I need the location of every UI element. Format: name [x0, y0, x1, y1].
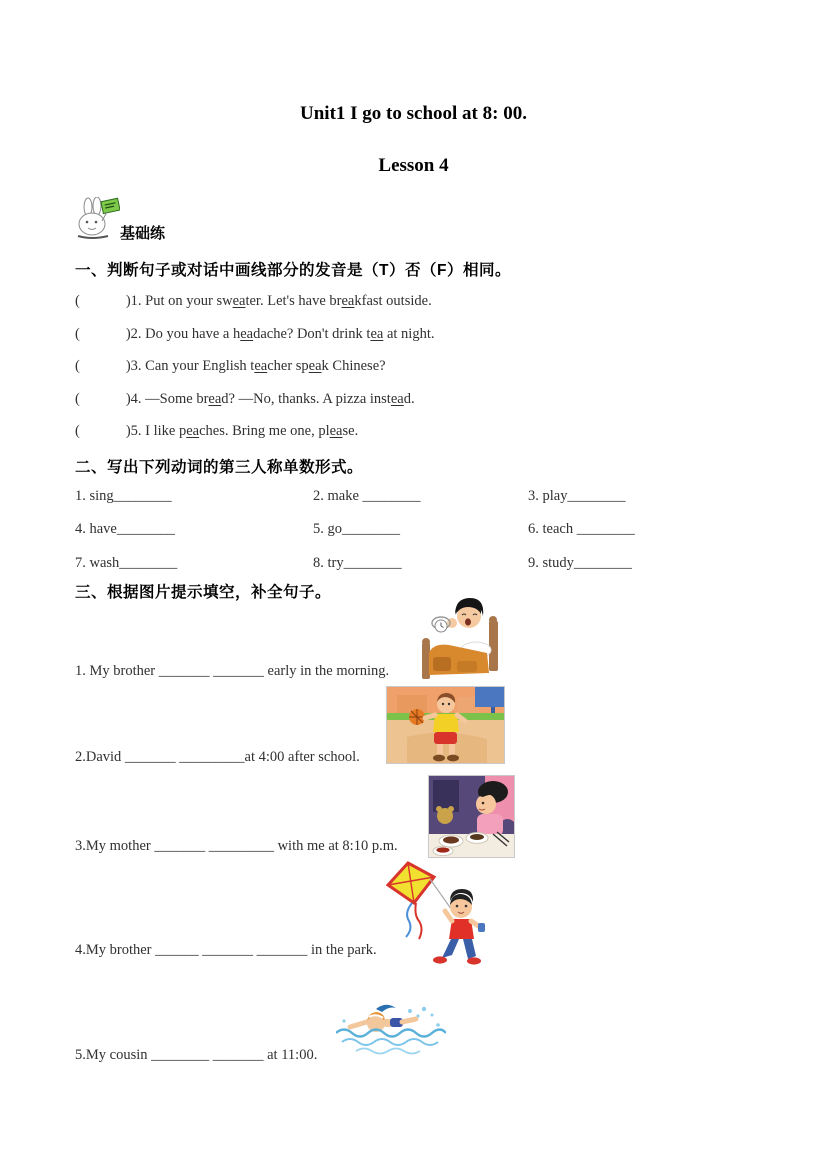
fill-sentence-5: 5.My cousin ________ _______ at 11:00.	[75, 1047, 318, 1063]
verb-item-have: 4. have________	[75, 521, 175, 537]
section1-heading: 一、判断句子或对话中画线部分的发音是（T）否（F）相同。	[75, 262, 511, 279]
verb-item-play: 3. play________	[528, 488, 626, 504]
verb-item-sing: 1. sing________	[75, 488, 172, 504]
badge-label: 基础练	[120, 225, 166, 242]
cousin-swimming-image	[336, 1003, 446, 1055]
boy-getting-up-image	[419, 593, 505, 683]
pronunciation-item-3: ( )3. Can your English teacher speak Chinese?	[75, 358, 386, 374]
lesson-subtitle: Lesson 4	[378, 155, 449, 176]
pronunciation-item-1: ( )1. Put on your sweater. Let's have breakfast outside.	[75, 293, 432, 309]
verb-item-study: 9. study________	[528, 555, 632, 571]
verb-item-teach: 6. teach ________	[528, 521, 635, 537]
fill-sentence-2: 2.David _______ _________at 4:00 after school.	[75, 749, 360, 765]
verb-item-make: 2. make ________	[313, 488, 421, 504]
boy-flying-kite-image	[382, 861, 496, 966]
fill-sentence-4: 4.My brother ______ _______ _______ in the park.	[75, 942, 377, 958]
verb-item-try: 8. try________	[313, 555, 402, 571]
rabbit-icon	[74, 197, 120, 241]
pronunciation-item-2: ( )2. Do you have a headache? Don't drink tea at night.	[75, 326, 435, 342]
section2-heading: 二、写出下列动词的第三人称单数形式。	[75, 459, 364, 476]
page-title: Unit1 I go to school at 8: 00.	[300, 103, 527, 124]
fill-sentence-3: 3.My mother _______ _________ with me at 8:10 p.m.	[75, 838, 398, 854]
verb-item-wash: 7. wash________	[75, 555, 178, 571]
verb-item-go: 5. go________	[313, 521, 400, 537]
section3-heading: 三、根据图片提示填空，补全句子。	[75, 584, 332, 601]
boy-playing-basketball-image	[386, 686, 505, 764]
pronunciation-item-4: ( )4. —Some bread? —No, thanks. A pizza instead.	[75, 391, 415, 407]
mother-having-dinner-image	[428, 775, 515, 858]
pronunciation-item-5: ( )5. I like peaches. Bring me one, please.	[75, 423, 359, 439]
fill-sentence-1: 1. My brother _______ _______ early in the morning.	[75, 663, 390, 679]
